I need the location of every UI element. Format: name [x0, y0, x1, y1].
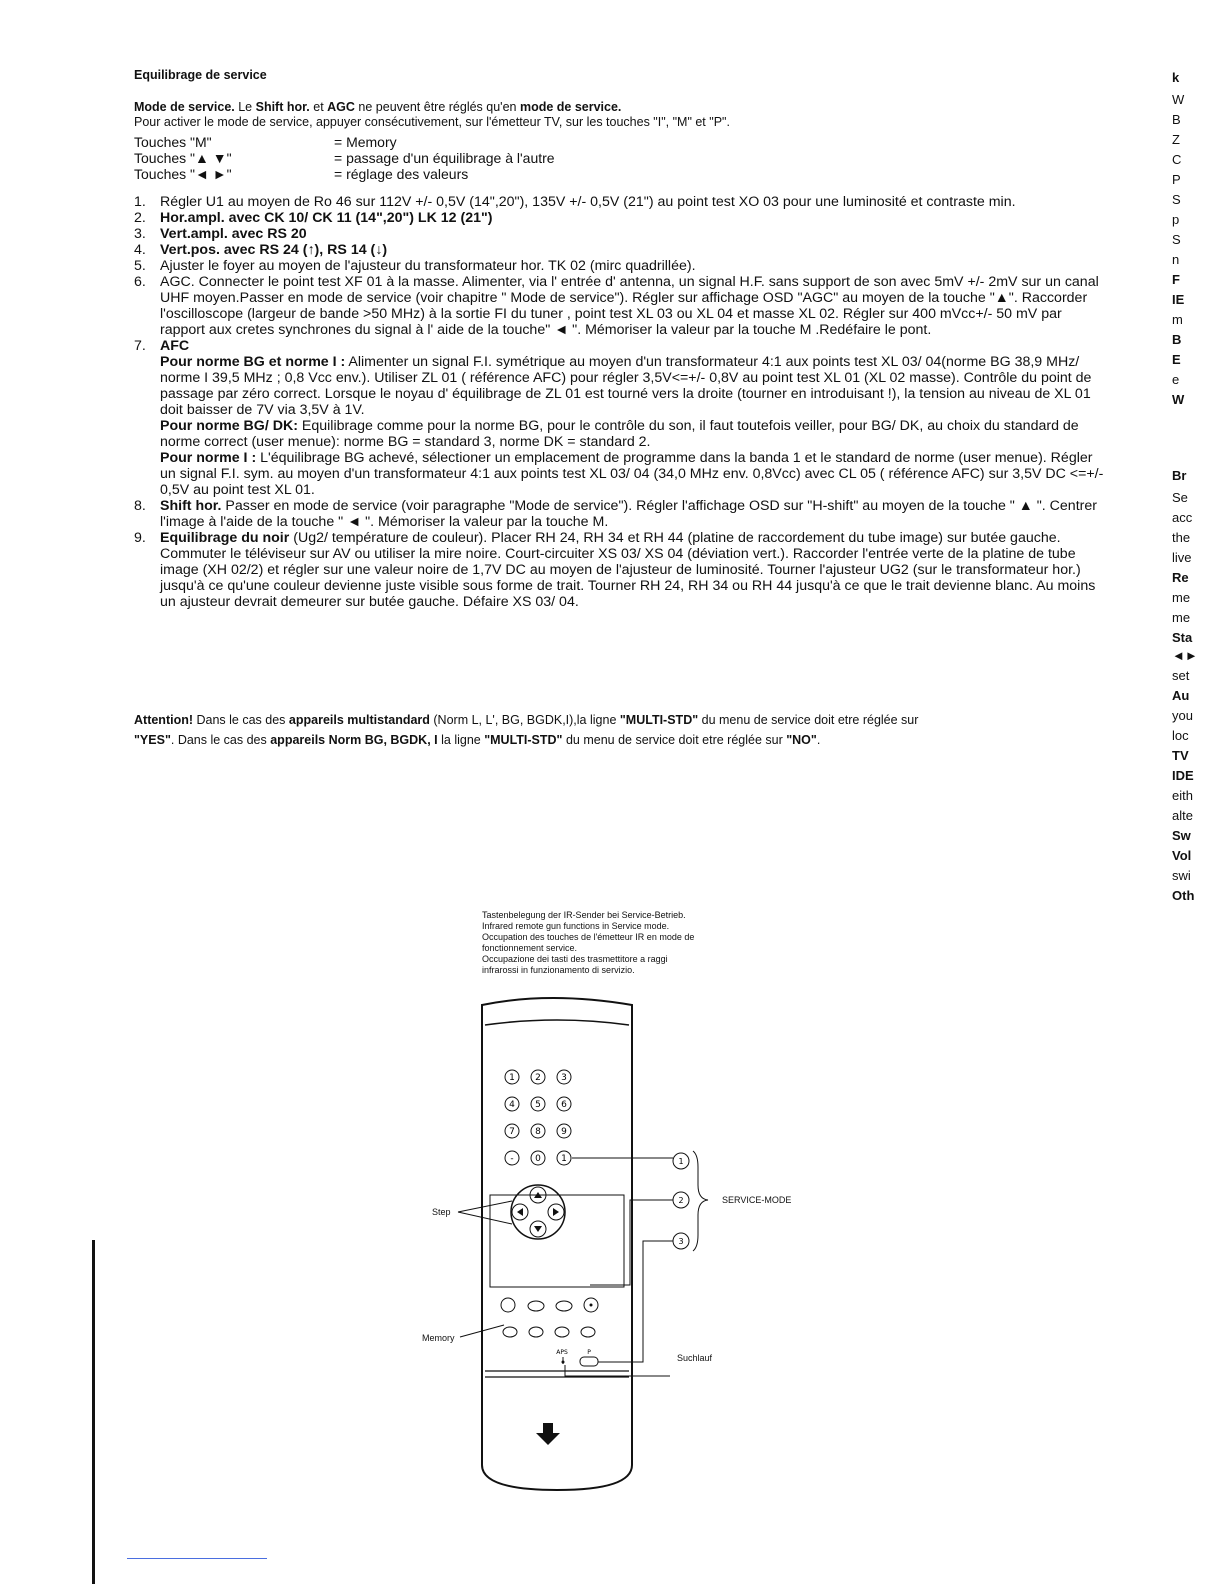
step-text: [160, 498, 1109, 530]
intro-text: Le: [234, 100, 256, 114]
intro-text: ne peuvent être réglés qu'en: [354, 100, 520, 114]
step-number: 9.: [134, 530, 146, 546]
cropped-fragment: B: [1172, 112, 1181, 127]
step-number: 8.: [134, 498, 146, 514]
attention-bold: "MULTI-STD": [619, 713, 699, 727]
touch-value: = passage d'un équilibrage à l'autre: [334, 150, 555, 166]
shift-label: Shift hor.: [255, 100, 310, 114]
attention-note: [134, 710, 1109, 750]
digit-label: 8: [535, 1127, 541, 1137]
mode-service-label: mode de service.: [519, 100, 622, 114]
caption-line: Occupazione dei tasti des trasmettitore a raggi: [482, 954, 668, 964]
step-text: Régler U1 au moyen de Ro 46 sur 112V +/- 0,5V (14",20"), 135V +/- 0,5V (21") au point test XO 03 pour une luminosité et contraste min.: [160, 194, 1016, 210]
touches-table: [134, 134, 555, 182]
cropped-fragment: Br: [1172, 468, 1187, 483]
cropped-fragment: IE: [1172, 292, 1185, 307]
black-balance-text: (Ug2/ température de couleur). Placer RH 24, RH 34 et RH 44 (platine de raccordement du tube image) sur butée gauche. Commuter le téléviseur sur AV ou utiliser la mire noire. Court-circuiter XS 03/ XS 04 (déviation vert.). Raccorder l'entrée verte de la platine de tube image (XH 02/2) et régler sur une valeur noire de 1,7V DC au moyen de l'ajusteur de luminosité. Tourner l'ajusteur UG2 (sur le transformateur hor.) jusqu'à ce qu'une couleur devienne juste visible sous forme de trait. Tourner RH 24, RH 34 ou RH 44 jusqu'à ce que le trait devienne blanc. Au moins un ajusteur devrait demeurer sur butée gauche. Défaire XS 03/ 04.: [160, 530, 1096, 610]
mode-service-line: [134, 100, 1114, 115]
step-item: [134, 530, 1109, 610]
attention-text: la ligne: [437, 733, 485, 747]
digit-label: 9: [561, 1127, 567, 1137]
cropped-fragment: IDE: [1172, 768, 1194, 783]
cropped-fragment: alte: [1172, 808, 1193, 823]
digit-label: 2: [535, 1073, 541, 1083]
footer-rule: [127, 1558, 267, 1559]
cropped-fragment: the: [1172, 530, 1191, 545]
digit-label: 5: [535, 1100, 541, 1110]
black-balance-label: Equilibrage du noir: [160, 530, 290, 546]
cropped-fragment: swi: [1172, 868, 1191, 883]
step-text: Ajuster le foyer au moyen de l'ajusteur du transformateur hor. TK 02 (mirc quadrillée).: [160, 258, 696, 274]
step-number: 3.: [134, 226, 146, 242]
memory-label: Memory: [422, 1333, 455, 1343]
cropped-fragment: me: [1172, 590, 1191, 605]
mode-label: Mode de service.: [134, 100, 235, 114]
step-number: 4.: [134, 242, 146, 258]
cropped-fragment: Sw: [1172, 828, 1191, 843]
digit-label: -: [510, 1154, 514, 1164]
cropped-fragment: e: [1172, 372, 1180, 387]
afc-i-label: Pour norme I :: [160, 450, 257, 466]
cropped-fragment: S: [1172, 192, 1181, 207]
caption-line: infrarossi in funzionamento di servizio.: [482, 965, 635, 975]
cropped-fragment: TV: [1172, 748, 1189, 763]
intro-text: et: [309, 100, 328, 114]
cropped-fragment: m: [1172, 312, 1183, 327]
page-left-rule: [92, 1240, 95, 1584]
afc-dk-text: Equilibrage comme pour la norme BG, pour le contrôle du son, il faut toutefois veiller, pour BG/ DK, au choix du standard de norme correct (user menue): norme BG = standard 3, norme DK = standard 2.: [160, 418, 1079, 450]
step-item: [134, 242, 1109, 258]
callout-number: 2: [678, 1196, 684, 1205]
afc-dk-label: Pour norme BG/ DK:: [160, 418, 298, 434]
cropped-fragment: loc: [1172, 728, 1189, 743]
attention-text: du menu de service doit etre réglée sur: [698, 713, 919, 727]
digit-label: 7: [509, 1127, 515, 1137]
cropped-fragment: p: [1172, 212, 1180, 227]
cropped-adjacent-column: [1160, 0, 1224, 1584]
cropped-fragment: n: [1172, 252, 1180, 267]
remote-caption: [482, 910, 782, 976]
cropped-fragment: C: [1172, 152, 1182, 167]
intro-paragraph: [134, 100, 1114, 130]
digit-label: 1: [509, 1073, 515, 1083]
cropped-fragment: acc: [1172, 510, 1193, 525]
cropped-fragment: Re: [1172, 570, 1189, 585]
step-number: 1.: [134, 194, 146, 210]
section-title: Equilibrage de service: [134, 68, 267, 82]
step-item: [134, 194, 1109, 210]
touches-row: [134, 134, 555, 150]
step-item: [134, 210, 1109, 226]
step-number: 2.: [134, 210, 146, 226]
cropped-fragment: Au: [1172, 688, 1190, 703]
step-text: AGC. Connecter le point test XF 01 à la masse. Alimenter, via l' entrée d' antenna, un signal H.F. sans support de son avec 5mV +/- 2mV sur un canal UHF moyen.Passer en mode de service (voir chapitre " Mode de service"). Régler sur affichage OSD "AGC" au moyen de la touche "▲". Raccorder l'oscilloscope (largeur de bande >50 MHz) à la sortie FI du tuner , point test XL 03 ou XL 04 et masse XL 02. Régler sur 400 mVcc+/- 50 mV par rapport aux cretes synchrones du signal à l' aide de la touche" ◄ ". Mémoriser la valeur par la touche M .Redéfaire le pont.: [160, 274, 1099, 338]
suchlauf-label: Suchlauf: [677, 1353, 713, 1363]
cropped-fragment: set: [1172, 668, 1190, 683]
touch-value: = réglage des valeurs: [334, 166, 469, 182]
afc-heading: AFC: [160, 338, 190, 354]
remote-diagram: [400, 995, 820, 1495]
cropped-fragment: E: [1172, 352, 1181, 367]
afc-bg-label: Pour norme BG et norme I :: [160, 354, 346, 370]
attention-text: du menu de service doit etre réglée sur: [562, 733, 787, 747]
cropped-fragment: Vol: [1172, 848, 1192, 863]
step-item: [134, 338, 1109, 498]
cropped-fragment: P: [1172, 172, 1181, 187]
step-text: Vert.ampl. avec RS 20: [160, 226, 307, 242]
attention-text: Dans le cas des: [193, 713, 289, 727]
adjustment-steps: [134, 194, 1109, 610]
activate-instruction: Pour activer le mode de service, appuyer consécutivement, sur l'émetteur TV, sur les touches "I", "M" et "P".: [134, 115, 730, 129]
step-number: 7.: [134, 338, 146, 354]
attention-text: . Dans le cas des: [170, 733, 271, 747]
attention-bold: "NO": [786, 733, 817, 747]
cropped-fragment: k: [1172, 70, 1180, 85]
shift-hor-label: Shift hor.: [160, 498, 222, 514]
attention-bold: appareils Norm BG, BGDK, I: [270, 733, 438, 747]
cropped-fragment: B: [1172, 332, 1182, 347]
attention-text: (Norm L, L', BG, BGDK,I),la ligne: [429, 713, 620, 727]
step-number: 5.: [134, 258, 146, 274]
afc-bg-text: Alimenter un signal F.I. symétrique au moyen d'un transformateur 4:1 aux points test XL 03/ 04(norme BG 38,9 MHz/ norme I 39,5 MHz ; 0,8 Vcc env.). Utiliser ZL 01 ( référence AFC) pour régler 3,5V<=+/- 0,8V au point test XL 01 (XL 02 masse). Contrôle du point de passage par zéro correct. Lorsque le noyau d' équilibrage de ZL 01 est tourné vers la droite (tourner en introduisant !), la tension au niveau de XL 01 doit baisser de 7V via 3,5V à 1V.: [160, 354, 1092, 418]
digit-label: 3: [561, 1073, 567, 1083]
touch-key: Touches "◄ ►": [134, 166, 232, 182]
digit-label: 6: [561, 1100, 567, 1110]
cropped-fragment: Se: [1172, 490, 1188, 505]
service-mode-label: SERVICE-MODE: [722, 1195, 792, 1205]
cropped-fragment: S: [1172, 232, 1181, 247]
digit-label: 1: [561, 1154, 567, 1164]
step-item: [134, 258, 1109, 274]
p-label: P: [587, 1349, 591, 1356]
aps-label: APS: [556, 1349, 568, 1356]
cropped-fragment: W: [1172, 392, 1185, 407]
shift-hor-text: Passer en mode de service (voir paragraphe "Mode de service"). Régler l'affichage OSD sur "H-shift" au moyen de la touche " ▲ ". Centrer l'image à l'aide de la touche " ◄ ". Mémoriser la valeur par la touche M.: [160, 498, 1097, 530]
digit-label: 4: [509, 1100, 515, 1110]
cropped-fragment: live: [1172, 550, 1192, 565]
step-number: 6.: [134, 274, 146, 290]
cropped-fragment: Z: [1172, 132, 1180, 147]
cropped-fragment: Sta: [1172, 630, 1193, 645]
attention-bold: appareils multistandard: [288, 713, 430, 727]
callout-number: 1: [678, 1157, 684, 1166]
cropped-fragment: me: [1172, 610, 1191, 625]
step-text: [160, 530, 1109, 610]
step-item: [134, 498, 1109, 530]
callout-number: 3: [678, 1237, 684, 1246]
touch-key: Touches "M": [134, 134, 212, 150]
service-mode-brace: [693, 1151, 708, 1251]
step-item: [134, 226, 1109, 242]
caption-line: Tastenbelegung der IR-Sender bei Service-Betrieb.: [482, 910, 686, 920]
cropped-fragment: eith: [1172, 788, 1193, 803]
caption-line: Occupation des touches de l'émetteur IR en mode de: [482, 932, 695, 942]
attention-bold: "YES": [134, 733, 171, 747]
remote-control-drawing: [400, 995, 820, 1495]
step-label: Step: [432, 1207, 451, 1217]
cropped-fragment: W: [1172, 92, 1185, 107]
attention-text: .: [816, 733, 821, 747]
cropped-fragment: ◄►: [1172, 648, 1198, 663]
touches-row: [134, 166, 555, 182]
step-text: Hor.ampl. avec CK 10/ CK 11 (14",20") LK 12 (21"): [160, 210, 493, 226]
attention-label: Attention!: [134, 713, 194, 727]
step-text: Vert.pos. avec RS 24 (↑), RS 14 (↓): [160, 242, 388, 258]
attention-bold: "MULTI-STD": [484, 733, 563, 747]
afc-i-text: L'équilibrage BG achevé, sélectioner un emplacement de programme dans la banda 1 et le standard de norme (user menue). Régler un signal F.I. sym. au moyen d'un transformateur 4:1 aux points test XL 03/ 04 (34,0 MHz env. 0,8Vcc) avec CL 05 ( référence AFC) sur 3,5V DC <=+/- 0,5V au point test XL 01.: [160, 450, 1104, 498]
step-item: [134, 274, 1109, 338]
caption-line: fonctionnement service.: [482, 943, 578, 953]
touches-row: [134, 150, 555, 166]
digit-label: 0: [535, 1154, 541, 1164]
agc-label: AGC: [327, 100, 355, 114]
cropped-fragment: you: [1172, 708, 1193, 723]
cropped-fragment: Oth: [1172, 888, 1195, 903]
step-afc: [160, 338, 1109, 498]
caption-line: Infrared remote gun functions in Service mode.: [482, 921, 670, 931]
touch-value: = Memory: [334, 134, 397, 150]
power-dot-icon: [590, 1304, 593, 1307]
cropped-fragment: F: [1172, 272, 1180, 287]
remote-body: [482, 998, 632, 1490]
touch-key: Touches "▲ ▼": [134, 150, 232, 166]
